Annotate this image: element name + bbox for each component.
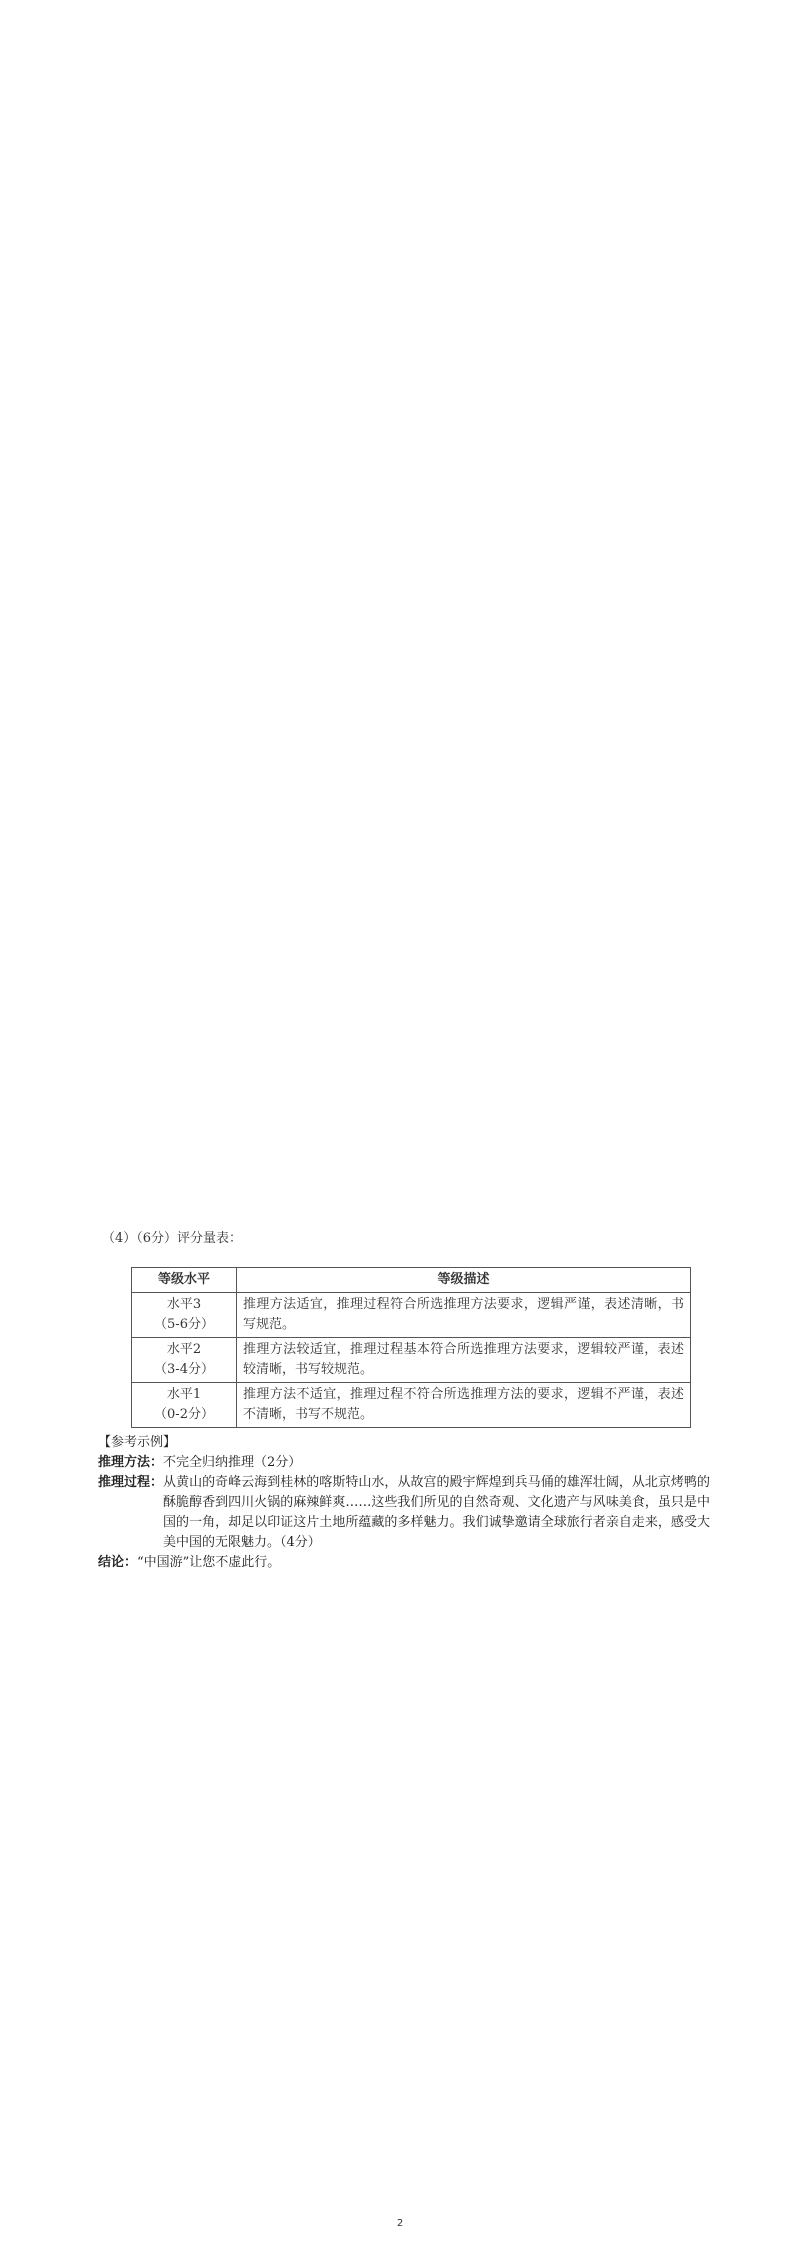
process-line — [98, 1473, 710, 1553]
header-level: 等级水平 — [132, 1268, 237, 1293]
table-row — [132, 1293, 691, 1338]
level-cell — [132, 1293, 237, 1338]
level-cell — [132, 1383, 237, 1428]
table-row — [132, 1383, 691, 1428]
rubric-header-row — [132, 1268, 691, 1293]
level-description: 推理方法适宜，推理过程符合所选推理方法要求，逻辑严谨，表述清晰，书写规范。 — [237, 1293, 691, 1338]
header-description: 等级描述 — [237, 1268, 691, 1293]
level-score-range: （0-2分） — [154, 1407, 214, 1422]
rubric-table — [131, 1267, 691, 1428]
method-line — [98, 1453, 710, 1473]
method-value: 不完全归纳推理（2分） — [163, 1455, 302, 1470]
table-row — [132, 1338, 691, 1383]
level-score-range: （3-4分） — [154, 1362, 214, 1377]
conclusion-value: “中国游”让您不虚此行。 — [137, 1555, 281, 1570]
level-name: 水平3 — [166, 1297, 202, 1312]
section-heading: （4）（6分）评分量表： — [102, 1231, 243, 1246]
page-number: 2 — [396, 2218, 404, 2229]
level-name: 水平2 — [166, 1342, 202, 1357]
conclusion-label: 结论： — [98, 1555, 138, 1570]
reference-example — [98, 1433, 710, 1573]
level-name: 水平1 — [166, 1387, 202, 1402]
reference-title: 【参考示例】 — [98, 1435, 177, 1450]
process-text: 从黄山的奇峰云海到桂林的喀斯特山水，从故宫的殿宇辉煌到兵马俑的雄浑壮阔，从北京烤鸭的酥脆醇香到四川火锅的麻辣鲜爽……这些我们所见的自然奇观、文化遗产与风味美食，虽只是中国的一角，却足以印证这片土地所蕴藏的多样魅力。我们诚挚邀请全球旅行者亲自走来，感受大美中国的无限魅力。（4分） — [163, 1475, 710, 1550]
level-description: 推理方法较适宜，推理过程基本符合所选推理方法要求，逻辑较严谨，表述较清晰，书写较规范。 — [237, 1338, 691, 1383]
level-description: 推理方法不适宜，推理过程不符合所选推理方法的要求，逻辑不严谨，表述不清晰，书写不规范。 — [237, 1383, 691, 1428]
conclusion-line — [98, 1553, 710, 1573]
method-label: 推理方法： — [98, 1455, 164, 1470]
level-score-range: （5-6分） — [154, 1317, 214, 1332]
level-cell — [132, 1338, 237, 1383]
process-label: 推理过程： — [98, 1475, 164, 1490]
